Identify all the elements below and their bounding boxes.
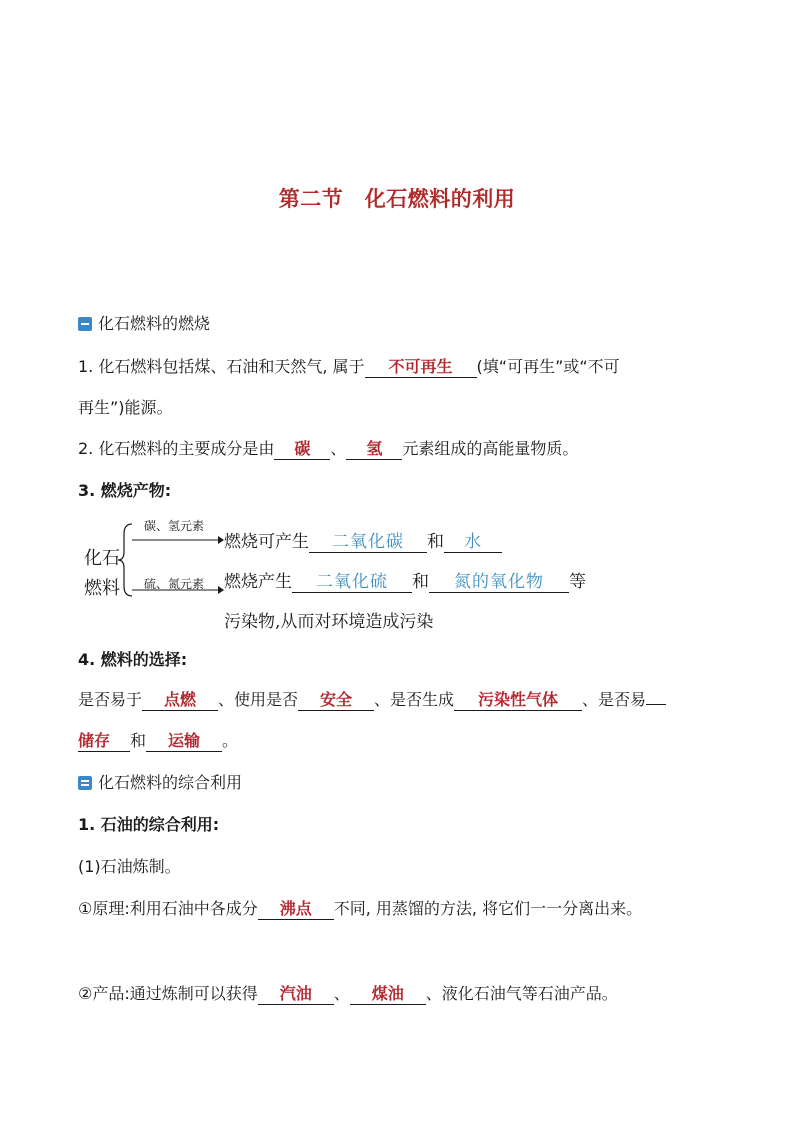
product-sep: 、 (333, 984, 350, 1003)
question-4-line1 (78, 688, 666, 712)
diagram-row-1 (224, 527, 502, 553)
principle-blank (258, 899, 334, 920)
q2-blank-2 (346, 439, 402, 460)
product-line (78, 982, 618, 1006)
q2-blank-1 (274, 439, 330, 460)
diagram-row-2 (224, 567, 586, 593)
diagram-row-3: 污染物,从而对环境造成污染 (224, 612, 434, 632)
section-heading-1-text: 化石燃料的燃烧 (98, 314, 211, 333)
q4-answer-5: 运输 (168, 731, 201, 750)
row1-answer-1: 二氧化碳 (332, 532, 404, 552)
row2-text-post: 等 (569, 572, 586, 592)
section2-question-1: 1. 石油的综合利用: (78, 815, 220, 834)
section-heading-2-text: 化石燃料的综合利用 (98, 773, 243, 792)
q2-text-post: 元素组成的高能量物质。 (402, 439, 579, 458)
q4-text-3: 、是否生成 (374, 690, 455, 709)
q4-blank-4 (78, 731, 130, 752)
product-text: ②产品:通过炼制可以获得 (78, 984, 258, 1003)
page-title: 第二节 化石燃料的利用 (278, 186, 516, 211)
q4-answer-2: 安全 (320, 690, 353, 709)
q4-text-4: 、是否易 (582, 690, 647, 709)
q1-text-post: (填“可再生”或“不可 (476, 357, 620, 376)
arrow-label-sulfur-nitrogen: 硫、氮元素 (144, 577, 205, 591)
q4-text-2: 、使用是否 (218, 690, 299, 709)
question-2 (78, 437, 578, 461)
principle-text-post: 不同, 用蒸馏的方法, 将它们一一分离出来。 (333, 899, 643, 918)
q4-answer-3: 污染性气体 (478, 690, 559, 709)
q1-blank (365, 357, 477, 378)
row1-and: 和 (427, 532, 444, 552)
q1-text: 1. 化石燃料包括煤、石油和天然气, 属于 (78, 357, 365, 376)
row2-and: 和 (412, 572, 429, 592)
question-1 (78, 355, 620, 379)
row2-answer-2: 氮的氧化物 (454, 572, 544, 592)
arrow-label-carbon-hydrogen: 碳、氢元素 (144, 519, 205, 533)
q4-text-6: 。 (222, 731, 239, 750)
question-4-line2 (78, 729, 238, 753)
product-blank-1 (258, 984, 334, 1005)
q4-blank-4-start (646, 704, 666, 705)
product-answer-1: 汽油 (279, 984, 312, 1003)
principle-line (78, 897, 642, 921)
q4-blank-2 (298, 690, 374, 711)
question-3-label: 3. 燃烧产物: (78, 481, 172, 500)
q2-sep: 、 (330, 439, 347, 458)
row2-blank-2 (429, 572, 569, 593)
section-one-icon (78, 317, 92, 331)
q2-text: 2. 化石燃料的主要成分是由 (78, 439, 275, 458)
q4-blank-5 (146, 731, 222, 752)
q4-answer-4: 储存 (78, 731, 111, 750)
question-4-label: 4. 燃料的选择: (78, 650, 188, 669)
row1-blank-2 (444, 532, 502, 553)
q4-text-1: 是否易于 (78, 690, 143, 709)
combustion-products-diagram (78, 513, 638, 638)
q4-answer-1: 点燃 (164, 690, 197, 709)
row2-text: 燃烧产生 (224, 572, 292, 592)
q1-answer: 不可再生 (388, 357, 453, 376)
q4-blank-1 (142, 690, 218, 711)
diagram-source-line2: 燃料 (84, 578, 120, 599)
q4-text-5: 和 (130, 731, 147, 750)
row1-answer-2: 水 (464, 532, 482, 552)
row2-blank-1 (292, 572, 412, 593)
section-two-icon (78, 776, 92, 790)
product-blank-2 (350, 984, 426, 1005)
section2-subheading: (1)石油炼制。 (78, 857, 181, 876)
principle-text: ①原理:利用石油中各成分 (78, 899, 258, 918)
q2-answer-1: 碳 (294, 439, 311, 458)
principle-answer: 沸点 (279, 899, 312, 918)
product-answer-2: 煤油 (371, 984, 404, 1003)
row2-answer-1: 二氧化硫 (316, 572, 388, 592)
q2-answer-2: 氢 (366, 439, 383, 458)
row1-text: 燃烧可产生 (224, 532, 309, 552)
question-1-line2: 再生”)能源。 (78, 398, 173, 417)
section-heading-1 (78, 312, 210, 336)
section-heading-2 (78, 771, 242, 795)
row1-blank-1 (309, 532, 427, 553)
q4-blank-3 (454, 690, 582, 711)
product-text-post: 、液化石油气等石油产品。 (425, 984, 618, 1003)
diagram-source-line1: 化石 (84, 548, 120, 569)
